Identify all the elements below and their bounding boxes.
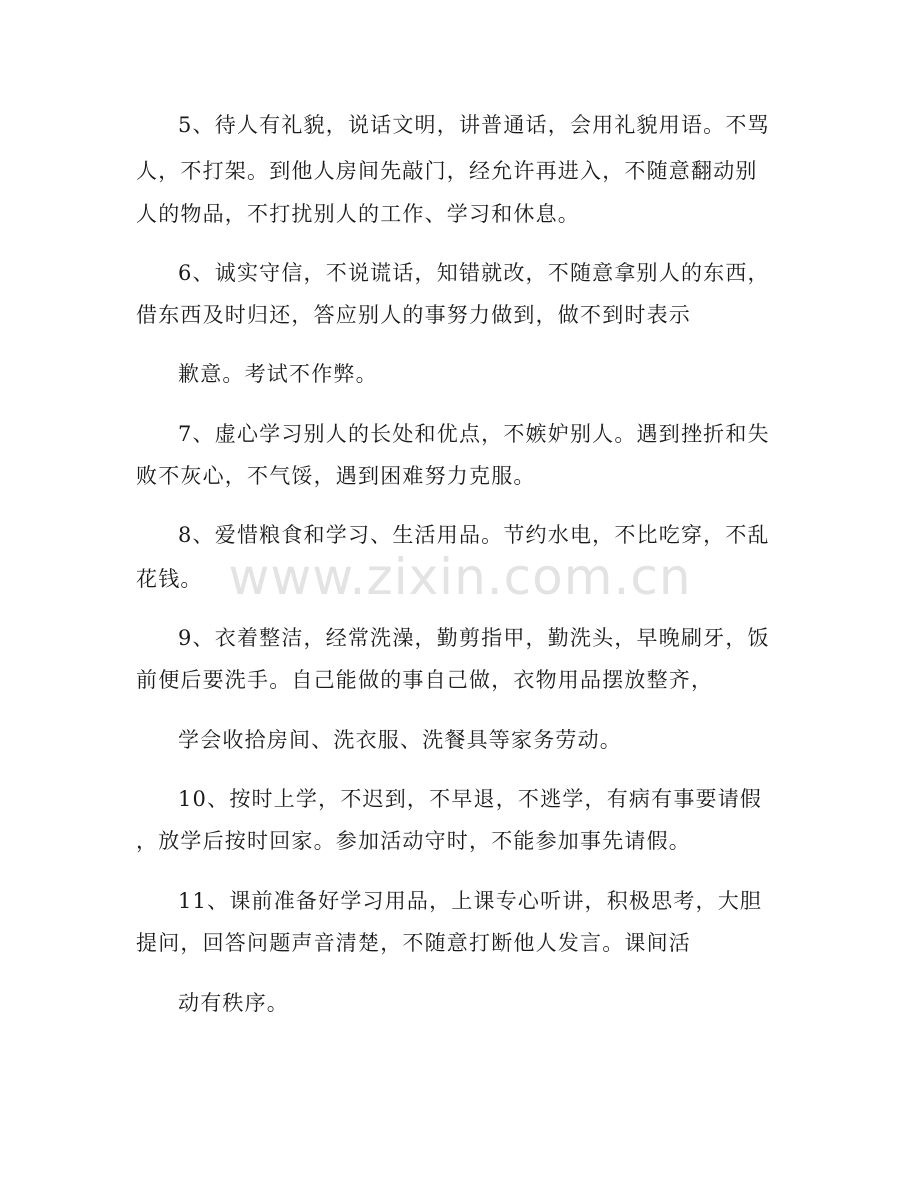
paragraph-6-line-1: 6、诚实守信，不说谎话，知错就改，不随意拿别人的东西，	[178, 261, 770, 285]
paragraph-11-line-2: 提问，回答问题声音清楚，不随意打断他人发言。课间活	[136, 931, 691, 955]
paragraph-9-line-1: 9、衣着整洁，经常洗澡，勤剪指甲，勤洗头，早晚刷牙，饭	[178, 626, 770, 650]
paragraph-8-line-2: 花钱。	[136, 567, 203, 591]
paragraph-6-line-3: 歉意。考试不作弊。	[178, 362, 378, 386]
paragraph-11-line-3: 动有秩序。	[178, 991, 289, 1015]
paragraph-5-line-1: 5、待人有礼貌，说话文明，讲普通话，会用礼貌用语。不骂	[178, 113, 770, 137]
paragraph-10-line-2: ，放学后按时回家。参加活动守时，不能参加事先请假。	[136, 829, 691, 853]
paragraph-8-line-1: 8、爱惜粮食和学习、生活用品。节约水电，不比吃穿，不乱	[178, 523, 770, 547]
watermark: www.zixin.com.cn	[228, 548, 692, 606]
paragraph-9-line-3: 学会收拾房间、洗衣服、洗餐具等家务劳动。	[178, 728, 622, 752]
paragraph-6-line-2: 借东西及时归还，答应别人的事努力做到，做不到时表示	[136, 303, 691, 327]
paragraph-9-line-2: 前便后要洗手。自己能做的事自己做，衣物用品摆放整齐，	[136, 668, 714, 692]
paragraph-10-line-1: 10、按时上学，不迟到，不早退，不逃学，有病有事要请假	[178, 787, 763, 811]
paragraph-5-line-3: 人的物品，不打扰别人的工作、学习和休息。	[136, 202, 580, 226]
paragraph-7-line-1: 7、虚心学习别人的长处和优点，不嫉妒别人。遇到挫折和失	[178, 422, 770, 446]
paragraph-7-line-2: 败不灰心，不气馁，遇到困难努力克服。	[136, 464, 536, 488]
paragraph-5-line-2: 人，不打架。到他人房间先敲门，经允许再进入，不随意翻动别	[136, 159, 758, 183]
paragraph-11-line-1: 11、课前准备好学习用品，上课专心听讲，积极思考，大胆	[178, 889, 763, 913]
